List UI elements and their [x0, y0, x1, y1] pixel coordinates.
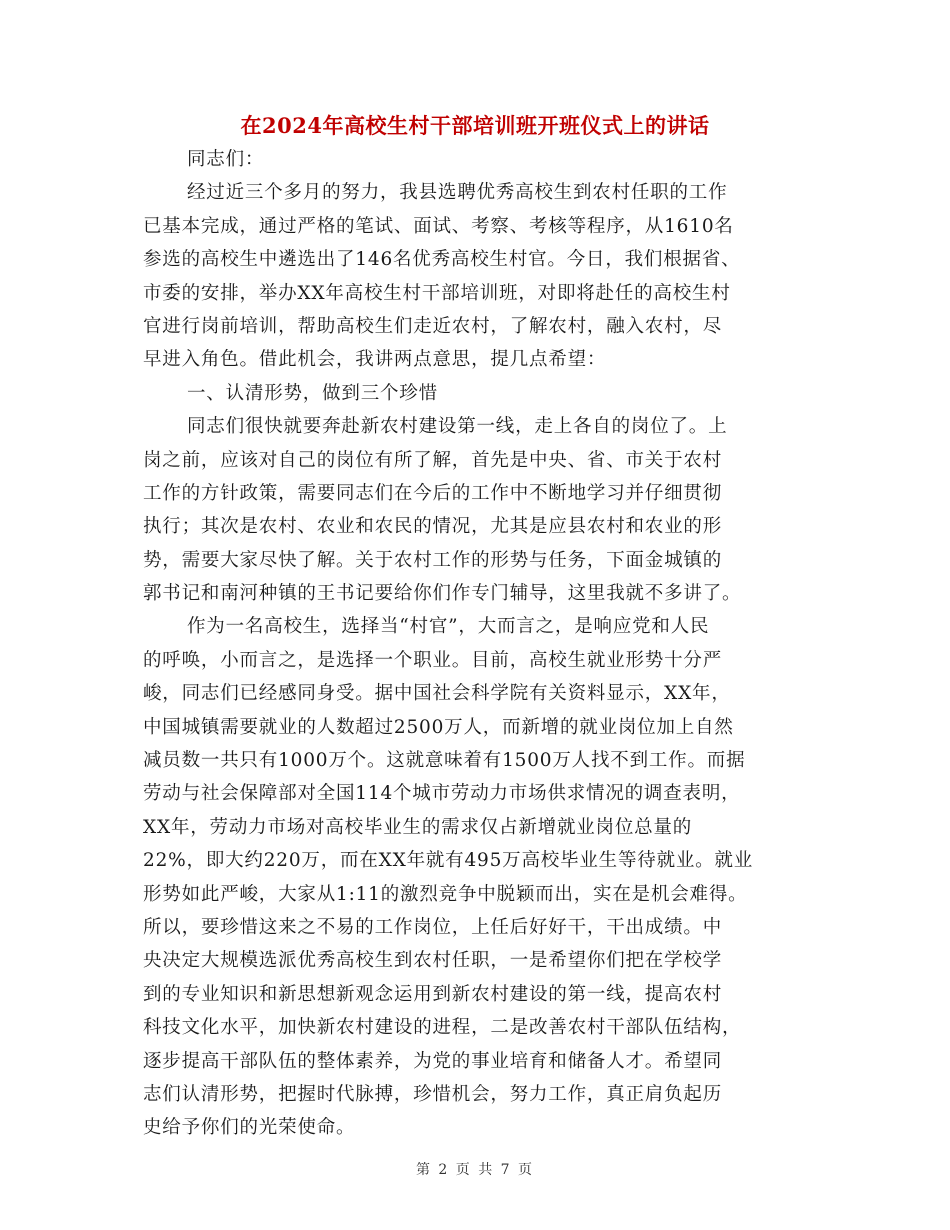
text-line: 已基本完成，通过严格的笔试、面试、考察、考核等程序，从1610名 [143, 215, 734, 237]
text-line: 一、认清形势，做到三个珍惜 [187, 382, 438, 404]
text-line: 逐步提高干部队伍的整体素养，为党的事业培育和储备人才。希望同 [143, 1050, 723, 1072]
text-line: 的呼唤，小而言之，是选择一个职业。目前，高校生就业形势十分严 [143, 649, 723, 671]
text-line: 工作的方针政策，需要同志们在今后的工作中不断地学习并仔细贯彻 [143, 482, 723, 504]
text-line: 官进行岗前培训，帮助高校生们走近农村，了解农村，融入农村，尽 [143, 315, 723, 337]
text-line: 到的专业知识和新思想新观念运用到新农村建设的第一线，提高农村 [143, 983, 723, 1005]
text-line: 劳动与社会保障部对全国114个城市劳动力市场供求情况的调查表明， [143, 783, 741, 805]
text-line: 所以，要珍惜这来之不易的工作岗位，上任后好好干，干出成绩。中 [143, 916, 723, 938]
text-line: 同志们： [187, 149, 265, 170]
text-line: 作为一名高校生，选择当“村官”，大而言之，是响应党和人民 [187, 616, 710, 638]
text-line: 央决定大规模选派优秀高校生到农村任职，一是希望你们把在学校学 [143, 950, 723, 972]
text-line: 岗之前，应该对自己的岗位有所了解，首先是中央、省、市关于农村 [143, 449, 723, 471]
text-line: 志们认清形势，把握时代脉搏，珍惜机会，努力工作，真正肩负起历 [143, 1083, 723, 1105]
text-line: 早进入角色。借此机会，我讲两点意思，提几点希望： [143, 349, 607, 371]
text-line: XX年，劳动力市场对高校毕业生的需求仅占新增就业岗位总量的 [143, 816, 693, 838]
text-line: 史给予你们的光荣使命。 [143, 1117, 356, 1139]
page-number-footer: 第 2 页 共 7 页 [415, 1162, 535, 1178]
text-line: 市委的安排，举办XX年高校生村干部培训班，对即将赴任的高校生村 [143, 282, 731, 304]
text-line: 科技文化水平，加快新农村建设的进程，二是改善农村干部队伍结构， [143, 1017, 742, 1039]
document-body [143, 143, 813, 1145]
text-line: 同志们很快就要奔赴新农村建设第一线，走上各自的岗位了。上 [187, 416, 728, 438]
text-line: 22%，即大约220万，而在XX年就有495万高校毕业生等待就业。就业 [143, 850, 754, 872]
text-line: 减员数一共只有1000万个。这就意味着有1500万人找不到工作。而据 [143, 750, 746, 772]
text-line: 经过近三个多月的努力，我县选聘优秀高校生到农村任职的工作 [187, 182, 728, 204]
text-line: 郭书记和南河种镇的王书记要给你们作专门辅导，这里我就不多讲了。 [143, 583, 742, 605]
text-line: 峻，同志们已经感同身受。据中国社会科学院有关资料显示，XX年， [143, 683, 731, 705]
text-line: 参选的高校生中遴选出了146名优秀高校生村官。今日，我们根据省、 [143, 249, 741, 271]
text-line: 中国城镇需要就业的人数超过2500万人，而新增的就业岗位加上自然 [143, 716, 734, 738]
text-line: 执行；其次是农村、农业和农民的情况，尤其是应县农村和农业的形 [143, 516, 723, 538]
text-line: 形势如此严峻，大家从1:11的激烈竞争中脱颖而出，实在是机会难得。 [143, 883, 748, 905]
document-title: 在2024年高校生村干部培训班开班仪式上的讲话 [240, 113, 710, 138]
text-line: 势，需要大家尽快了解。关于农村工作的形势与任务，下面金城镇的 [143, 549, 723, 571]
